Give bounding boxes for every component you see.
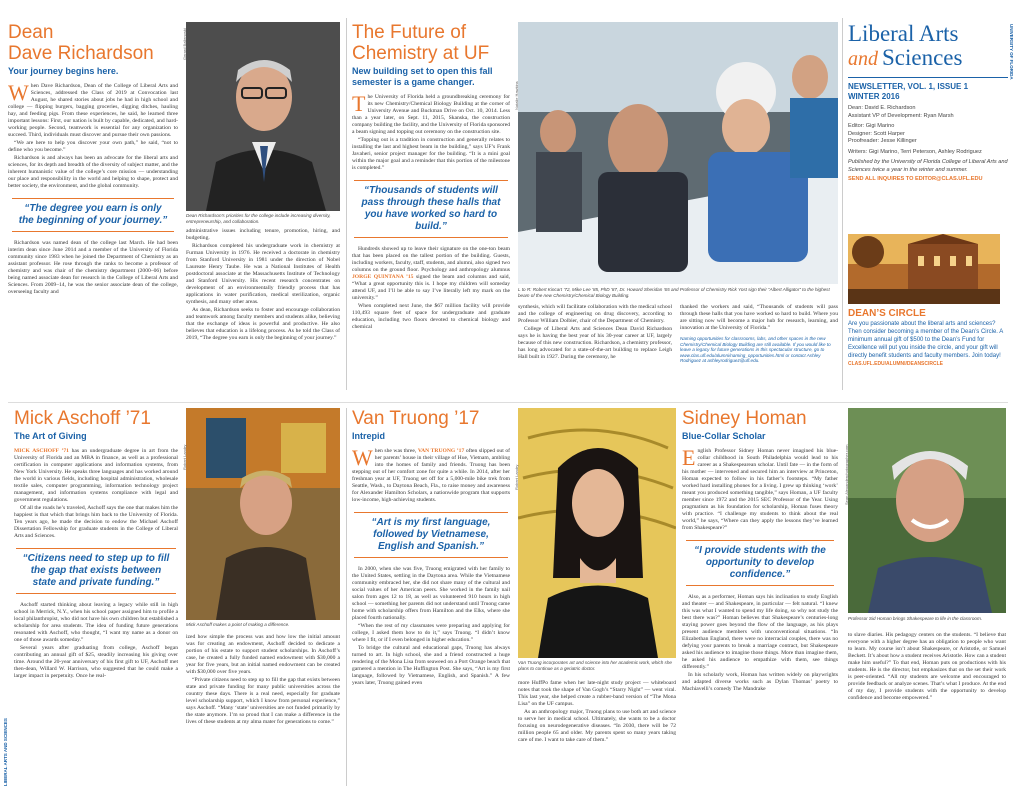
van-highlight-name: VAN TRUONG ’17 (417, 448, 465, 454)
dean-caption: Dean Richardson’s priorities for the college include increasing diversity, entrepreneurship, and collaboration. (186, 213, 331, 224)
van-body (352, 445, 510, 504)
masthead-writers: Writers: Gigi Marino, Terri Peterson, Ashley Rodriguez (848, 148, 982, 155)
mick-subtitle: The Art of Giving (14, 431, 87, 441)
sidney-caption: Professor Sid Homan brings Shakespeare to life in the classroom. (848, 616, 983, 621)
column-divider (842, 18, 843, 390)
masthead-dean: Dean: David E. Richardson (848, 105, 916, 111)
dean-title-2: Dave Richardson (8, 43, 154, 64)
deans-circle (848, 308, 1008, 390)
chem-article (352, 22, 510, 400)
chem-para-4: When completed next June, the $67 million facility will provide 110,493 square feet of space for undergraduate and graduate education, including two floors devoted to chemical biology and chemical (352, 303, 510, 330)
mick-para-3: Aschoff started thinking about leaving a legacy while still in high school in Merrick, N.Y., when his school paper assigned him to profile a local philanthropist, who did not have his own children but established a scholarship for area students. The idea of funding future generations resonated with Aschoff, who thought, “I want my name as a donor on one of those awards someday.” (14, 602, 178, 643)
chem-col3 (680, 304, 838, 396)
column-divider (346, 18, 347, 390)
mick-caption: Mick Aschoff makes a point of making a difference. (186, 622, 290, 627)
van-para-1a: hen she was three, (374, 448, 417, 454)
van-para-2: In 2000, when she was five, Truong emigrated with her family to the United States, settling in the Daytona area. While the Vietnamese community embraced her, she did not share many of the cultural and social values of her American peers. She worked in the family nail salon from ages 12 to 18, as well as volunteered 910 hours in high school — something her parents did not understand until Truong came home with scholarship offers from Hamilton and the Elks, where she placed fourth nationally. (352, 566, 510, 621)
masthead-proofreader: Proofreader: Jesse Killinger (848, 138, 917, 144)
chem-para-3 (352, 246, 510, 302)
sidney-photo-credit: Sean Alexanderphotographer.com (844, 444, 849, 505)
sidney-body (682, 445, 838, 532)
dean-photo (186, 22, 340, 211)
van-col2-para-1: more HuffPo fame when her late-night study project — whiteboard notes that took the shape of Van Gogh’s “Starry Night” — went viral. This last year, she helped create a rubber-band version of “The Mona Lisa” on the UF campus. (518, 680, 676, 707)
chem-col3-body (680, 304, 838, 332)
sidney-article (682, 408, 838, 786)
dean-photo-credit: Gerard Ballenoski (182, 28, 187, 60)
chem-col2-para-2: College of Liberal Arts and Sciences Dean David Richardson says he is having the best year of his 30-year career at UF, largely because of this new construction. Richardson, a chemistry professor, has long advocated for a state-of-the-art building to replace Leigh Hall built in 1927. During the ceremony, he (518, 326, 672, 360)
van-title: Van Truong ’17 (352, 408, 480, 429)
mick-col2-para-1: ized how simple the process was and how low the initial amount was for creating an endowment, Aschoff decided to dedicate a portion of his estate to support student scholarships. In Aschoff’s case, he created a fully funded named endowment with $30,000 a year for five years, but an initial named endowment can be created with $30,000 over five years. (186, 634, 340, 675)
mick-highlight-name: MICK ASCHOFF ’71 (14, 448, 69, 454)
sidney-photo (848, 408, 1006, 613)
dean-portrait-graphic (186, 22, 340, 211)
chem-col3-para-1: thanked the workers and said, “Thousands of students will pass through these halls that you have worked so hard to build. Where you are sitting now will become a major hub for research, learning, and innovation at the University of Florida.” (680, 304, 838, 331)
dean-para-3: Richardson is and always has been an advocate for the liberal arts and sciences, for its depth and breadth of the diversity of subject matter, and the inherent humanistic value of the college’s core mission — understanding our place and responsibility in the world and helping to shape, protect and better society, the environment, and the global community. (8, 155, 178, 189)
dean-col2 (186, 228, 340, 396)
van-photo (518, 408, 676, 658)
masthead-side-label: UNIVERSITY OF FLORIDA (1009, 24, 1014, 80)
deans-circle-photo (848, 234, 1000, 304)
chem-para-2: “Topping out is a tradition in construction and generally relates to installing the last and highest beam in the building,” says UF’s Frank Javaheri, senior project manager for the building. “It is a mini goal within the major goal and a reminder that this portion of the milestone is completed.” (352, 137, 510, 171)
masthead-published: Published by the University of Florida College of Liberal Arts and Sciences twice a year in the winter and summer. (848, 159, 1008, 173)
masthead-assistant-vp: Assistant VP of Development: Ryan Marsh (848, 112, 954, 119)
dean-pull-quote: “The degree you earn is only the beginning of your journey.” (12, 198, 174, 232)
sidney-para-1: nglish Professor Sidney Homan never imagined his blue-collar childhood in South Philadelphia would lead to his career as a Shakespearean scholar. Until fate — in the form of his mother — intervened and secured him an interview at Princeton, Homan expected to follow in his father’s footsteps. “My father worked hard installing phones for a living. I grew up thinking ‘work’ meant you produced something tangible,” says Homan, a UF faculty member since 1972 and the 2015 SEC Professor of the Year. Using pragmatism as his foundation for scholarship, Homan fuses theory with practice. “I challenge my students to think about the real world,” he says, “Where can they apply the lessons they’ve learned from Shakespeare?” (682, 448, 838, 531)
dean-col2-para-1: administrative issues including tenure, promotion, hiring, and budgeting. (186, 228, 340, 241)
sidney-pull-quote: “I provide students with the opportunity to develop confidence.” (686, 540, 834, 586)
masthead-newsletter: NEWSLETTER, VOL. 1, ISSUE 1 (848, 82, 969, 91)
chem-title-1: The Future of (352, 22, 467, 43)
mick-title: Mick Aschoff ’71 (14, 408, 151, 429)
sidney-col2 (848, 632, 1006, 784)
mick-portrait-graphic (186, 408, 340, 620)
chem-beam-signing-graphic (518, 22, 838, 284)
van-photo-credit: Robert Landry (514, 464, 519, 490)
mick-article (14, 408, 178, 786)
dean-col2-para-2: Richardson completed his undergraduate work in chemistry at Furman University in 1976. He received a doctorate in chemistry from Stanford University in 1981 under the direction of Nobel Laureate Henry Taube. He was a National Institutes of Health postdoctoral associate at the Massachusetts Institute of Technology and Stanford University. His recent research concentrates on development of an environmentally friendly process that has applications in water purification, medical sterilization, organic synthesis, and many other areas. (186, 243, 340, 305)
masthead (848, 22, 1008, 222)
chem-para-3a: Hundreds showed up to leave their signature on the one-ton beam that has been placed on the tallest portion of the building. Guests, including workers, faculty, staff, students, and alumni, also signed two columns on the ground floor. Psychology and anthropology alumnus (352, 246, 510, 273)
campus-building-graphic (848, 234, 1000, 304)
chem-caption: L to R: Robert Kincart ’72, Mike Lee ’85, PhD ’87, Dr. Howard Sheridan ’65 and Professor of Chemistry Rick Yost sign their “Albert Alligator” to the highest beam of the new Chemistry/Chemical Biology Building. (518, 287, 830, 298)
dean-dropcap: W (8, 80, 29, 105)
chem-title-2: Chemistry at UF (352, 43, 490, 64)
chem-para-1: he University of Florida held a groundbreaking ceremony for its new Chemistry/Chemical Biology Building at the corner of University Avenue and Buckman Drive on Oct. 10, 2014. Less than a year later, on Sept. 11, 2015, Skanska, the construction company building the facility, and the University of Florida sponsored a beam signing and topping out ceremony on the construction site. (352, 94, 510, 135)
chem-dropcap: T (352, 91, 366, 116)
sidney-body-2 (682, 594, 838, 693)
mick-para-4: Several years after graduating from college, Aschoff began contributing an annual gift of $25, steadily increasing his giving over time. Around the 20-year anniversary of his first gift to UF, Aschoff met then-dean, Willard W. Harrison, who suggested that he could make a larger impact in perpetuity. Once he real- (14, 645, 178, 679)
deans-circle-link[interactable]: CLAS.UFL.EDU/ALUMNI/DEANSCIRCLE (848, 361, 943, 367)
chem-highlight-name: JORGE QUINTANA ’15 (352, 274, 414, 280)
van-col2 (518, 680, 676, 784)
chem-body-2 (352, 246, 510, 331)
sidney-para-2: Also, as a performer, Homan says his inclination to study English and theater — and Shakespeare, in particular — felt natural. “I knew this was what I wanted to spend my life doing, so why not study the best there was?” Homan believes that Shakespeare’s centuries-long staying power goes beyond the flow of the language, as his plays present audience members with unconventional situations. “In Elizabethan England, there were no interracial couples, there was no defying your parents to break a marriage contract, but Shakespeare asked his audience to imagine those things. More than imagine them, he asked his audience to empathize with them, see things differently.” (682, 594, 838, 670)
dean-body-2 (8, 240, 178, 296)
mick-para-1-text: has an undergraduate degree in art from the University of Florida and an MBA in finance, as well as a professional certification in computer applications and information systems, from New York University. He speaks three languages and has worked around the world in various fields, including hospital administration, wholesale textile sales, computer programming, information technology project management, and information systems compliance with legal and government regulations. (14, 448, 178, 503)
sidney-para-3: In his scholarly work, Homan has written widely on playwrights and adapted diverse works such as Dylan Thomas’ poetry to Machiavelli’s comedy The Mandrake (682, 672, 838, 692)
mick-para-1 (14, 448, 178, 504)
sidney-subtitle: Blue-Collar Scholar (682, 431, 766, 441)
dean-col2-para-3: As dean, Richardson seeks to foster and encourage collaboration and teamwork among faculty members and students alike, believing that the exchange of ideas is powerful and productive. He also believes that education is a lifelong process. As he told the Class of 2019, “The degree you earn is only the beginning of your journey.” (186, 307, 340, 341)
dean-para-1: hen Dave Richardson, Dean of the College of Liberal Arts and Sciences, addressed the Class of 2019 at Convocation last August, he shared stories about jobs he had in high school and college — flipping burgers, bagging groceries, digging ditches, hauling hay, and feeding pigs. From these experiences, he said, he learned three important lessons: First, our nation is built by capable, dedicated, and hard-working people. Second, teamwork is essential for any organization to succeed. Third, individuals must discover and pursue their own passions. (8, 83, 178, 138)
sidney-title: Sidney Homan (682, 408, 807, 429)
masthead-inquiries[interactable]: SEND ALL INQUIRES TO EDITOR@CLAS.UFL.EDU (848, 176, 983, 182)
chem-col2 (518, 304, 672, 396)
sidney-col2-para-1: to slave diaries. His pedagogy centers on the students. “I believe that everyone with a higher degree has an obligation to people who want to learn. My course isn’t about Shakespeare, or Aristotle, or Samuel Beckett. It’s about how a student receives Aristotle. How can a student make him useful?” To that end, Homan puts on productions with his students. He is the director, but emphasizes that on the set their work is peer-oriented. “All my students are welcome and encouraged to provide feedback or analyze scenes. That’s what I produce. At the end of my day, I provide students with the opportunity to develop confidence and become empowered.” (848, 632, 1006, 701)
van-para-1b: often slipped out of her parents’ house in their village of Hue, Vietnam, ambling into the homes of family and friends. Truong has been stepping out of her comfort zone for quite a while. In 2014, after her freshman year at UF, Truong set off for a 5,000-mile bike trek from Seattle, Wash., to Daytona Beach, Fla., to raise money and awareness for Alexander Hamilton Scholars, a nationwide program that supports low-income, high-achieving students. (352, 448, 510, 503)
masthead-season: WINTER 2016 (848, 92, 900, 101)
masthead-credits (848, 105, 1008, 184)
mick-body-2 (14, 602, 178, 680)
chem-col2-para-1: synthesis, which will facilitate collaboration with the medical school and the college of engineering on drug discovery, according to Professor William Dolbier, chair of the Department of Chemistry. (518, 304, 672, 324)
van-portrait-graphic (518, 408, 676, 658)
column-divider (346, 408, 347, 786)
dean-article (8, 22, 178, 402)
deans-circle-body: Are you passionate about the liberal arts and sciences? Then consider becoming a member of the Dean’s Circle. A minimum annual gift of $500 to the Dean’s Fund for Excellence will put you inside the circle, and your gift will directly benefit students and faculty members. Join today! (848, 321, 1003, 359)
dean-para-2: “We are here to help you discover your own path,” he said, “not to define who you become.” (8, 140, 178, 153)
mick-photo (186, 408, 340, 620)
chem-naming-note: Naming opportunities for classrooms, labs, and other spaces in the new Chemistry/Chemical Biology Building are still available. If you would like to leave a legacy for future generations in this spectacular structure, go to www.clas.ufl.edu/alumni/naming_opportunities.html or contact Ashley Rodriguez at ashleyrodriguez@ufl.edu. (680, 336, 831, 363)
dean-title-1: Dean (8, 22, 54, 43)
chem-pull-quote: “Thousands of students will pass through these halls that you have worked so hard to build.” (354, 180, 508, 238)
van-col2-para-2: As an anthropology major, Truong plans to use both art and science to serve her in medical school. Ultimately, she wants to be a doctor focusing on neurodegenerative diseases. “In 2030, there will be 72 million people 65 and older. My parents spent so many years taking care of me. I want to take care of them.” (518, 709, 676, 743)
masthead-rule (848, 77, 1008, 78)
chem-subtitle: New building set to open this fall semester is a game changer. (352, 66, 493, 87)
sidney-dropcap: E (682, 445, 696, 470)
mick-col2-para-2: “Private citizens need to step up to fill the gap that exists between state and private funding for many public universities across the country these days. There is a real need, especially for graduate level scholarship support, which I know from personal experience,” says Aschoff. “Many ‘state’ universities are not funded primarily by the state anymore. I’m so proud that I can make a difference in the lives of these students at my alma mater for generations to come.” (186, 677, 340, 725)
van-para-1 (352, 445, 510, 504)
chem-para-3b: signed the beam and columns and said, “What a great opportunity this is. I hope my children will someday attend UF, and I’ll be able to say I’ve literally left my mark on the university.” (352, 274, 510, 301)
side-tab: LIBERAL ARTS AND SCIENCES (3, 718, 8, 786)
masthead-title-row (848, 46, 1008, 73)
sidney-portrait-graphic (848, 408, 1006, 613)
deans-circle-text (848, 320, 1008, 368)
chem-photo (518, 22, 838, 284)
deans-circle-title: DEAN’S CIRCLE (848, 308, 926, 319)
dean-para-4: Richardson was named dean of the college last March. He had been interim dean since June 2014 and a member of the University of Florida community since 1983 when he joined the Department of Chemistry as an assistant professor. He rose through the ranks to become a professor of chemistry and was chair of the chemistry department (2000–06) before being named associate dean for research in the College of Liberal Arts and Sciences. From 2009–14, he was the senior associate dean of the college, overseeing faculty and (8, 240, 178, 295)
masthead-title-2: Sciences (882, 45, 963, 70)
van-para-4: To bridge the cultural and educational gaps, Truong has always turned to art. In high school, she and a friend constructed a huge rendering of the Mona Lisa from seaweed on a Port Orange beach that garnered a mention in The Huffington Post. She says, “Art is my first language, followed by Vietnamese, English, and Spanish.” A few years later, Truong gained even (352, 645, 510, 686)
van-caption: Van Truong incorporates art and science into her academic work, which she plans to continue as a geriatric doctor. (518, 660, 672, 671)
chem-body (352, 91, 510, 172)
section-divider (8, 402, 1008, 403)
mick-photo-credit: Robert Landry (182, 444, 187, 470)
masthead-title-1: Liberal Arts (848, 22, 959, 46)
mick-body (14, 448, 178, 540)
van-dropcap: W (352, 445, 373, 470)
mick-col2 (186, 634, 340, 784)
van-article (352, 408, 510, 786)
van-subtitle: Intrepid (352, 431, 385, 441)
van-body-2 (352, 566, 510, 687)
dean-subtitle: Your journey begins here. (8, 66, 119, 76)
dean-body (8, 80, 178, 190)
masthead-editor: Editor: Gigi Marino (848, 123, 895, 129)
masthead-and: and (848, 48, 878, 70)
mick-para-2: Of all the roads he’s traveled, Aschoff says the one that makes him the happiest is that which that brings him back to the University of Florida. Ten years ago, he made the decision to endow the Michael Aschoff Dissertation Fellowship for graduate students in the College of Liberal Arts and Sciences. (14, 505, 178, 539)
van-para-3: “When the rest of my classmates were preparing and applying for college, I asked them how to do it,” says Truong. “I didn’t know where I fit, or if I even belonged in higher education.” (352, 623, 510, 643)
masthead-designer: Designer: Scott Harper (848, 130, 905, 137)
chem-photo-credit: Natalie Hawkins (514, 81, 519, 110)
mick-pull-quote: “Citizens need to step up to fill the gap that exists between state and private funding.” (16, 548, 176, 594)
van-pull-quote: “Art is my first language, followed by Vietnamese, English and Spanish.” (354, 512, 508, 558)
